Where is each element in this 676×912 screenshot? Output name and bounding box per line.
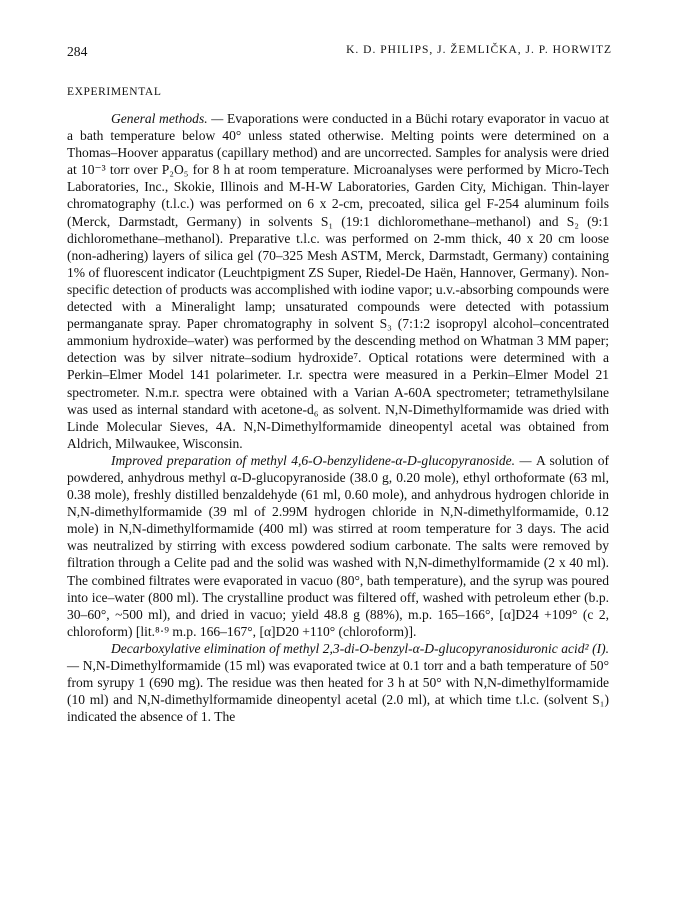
paragraph-text: N,N-Dimethylformamide (15 ml) was evaporated twice at 0.1 torr and a bath temperature of 50° from syrupy 1 (690 mg). The residue was then heated for 3 h at 50° with N,N-dimethylformamide (10 ml) and N,N-dimethylformamide dineopentyl acetal (2.0 ml), at which time t.l.c. (solvent S₁) indicated the absence of 1. The bbox=[67, 658, 609, 725]
paragraph-heading: General methods. — bbox=[111, 111, 227, 126]
paragraph-text: Evaporations were conducted in a Büchi rotary evaporator in vacuo at a bath temperature below 40° unless stated otherwise. Melting points were determined on a Thomas–Hoover apparatus (capillary method) and are uncorrected. Samples for analysis were dried at 10⁻³ torr over P₂O₅ for 8 h at room temperature. Microanalyses were performed by Micro-Tech Laboratories, Inc., Skokie, Illinois and M-H-W Laboratories, Garden City, Michigan. Thin-layer chromatography (t.l.c.) was performed on 6 x 2-cm, precoated, silica gel F-254 aluminum foils (Merck, Darmstadt, Germany) in solvents S₁ (19:1 dichloromethane–methanol) and S₂ (9:1 dichloromethane–methanol). Preparative t.l.c. was performed on 2-mm thick, 40 x 20 cm loose (non-adhering) layers of silica gel (70–325 Mesh ASTM, Merck, Darmstadt, Germany) containing 1% of fluorescent indicator (Leuchtpigment ZS Super, Riedel-De Haën, Hannover, Germany). Non-specific detection of products was accomplished with iodine vapor; u.v.-absorbing compounds were detected with a Mineralight lamp; unsaturated compounds were detected with potassium permanganate spray. Paper chromatography in solvent S₃ (7:1:2 isopropyl alcohol–concentrated ammonium hydroxide–water) was performed by the descending method on Whatman 3 MM paper; detection was by silver nitrate–sodium hydroxide⁷. Optical rotations were determined with a Perkin–Elmer Model 141 polarimeter. I.r. spectra were measured in a Perkin–Elmer Model 21 spectrometer. N.m.r. spectra were obtained with a Varian A-60A spectrometer; tetramethylsilane was used as internal standard with acetone-d₆ as solvent. N,N-Dimethylformamide was dried with Linde Molecular Sieves, 4A. N,N-Dimethylformamide dineopentyl acetal was obtained from Aldrich, Milwaukee, Wisconsin. bbox=[67, 111, 610, 451]
paragraph-text: A solution of powdered, anhydrous methyl α-D-glucopyranoside (38.0 g, 0.20 mole), ethyl orthoformate (63 ml, 0.38 mole), freshly distilled benzaldehyde (61 ml, 0.60 mole), and anhydrous hydrogen chloride in N,N-dimethylformamide (39 ml of 2.99M hydrogen chloride in N,N-dimethylformamide, 0.12 mole) in N,N-dimethylformamide (400 ml) was stirred at room temperature for 3 days. The acid was neutralized by stirring with excess powdered sodium carbonate. The salts were removed by filtration through a Celite pad and the solid was washed with N,N-dimethylformamide (2 x 40 ml). The combined filtrates were evaporated in vacuo (80°, bath temperature), and the syrup was poured into ice–water (800 ml). The crystalline product was filtered off, washed with petroleum ether (b.p. 30–60°, ~500 ml), and dried in vacuo; yield 48.8 g (88%), m.p. 165–166°, [α]D24 +109° (c 2, chloroform) [lit.⁸·⁹ m.p. 166–167°, [α]D20 +110° (chloroform)]. bbox=[67, 452, 609, 639]
page-number: 284 bbox=[67, 44, 88, 59]
running-header bbox=[67, 44, 612, 62]
paragraph-heading: Decarboxylative elimination of methyl 2,3-di-O-benzyl-α-D-glucopyranosiduronic acid² (I). — bbox=[67, 640, 609, 673]
paragraph-improved-preparation bbox=[67, 452, 609, 640]
paragraph-general-methods bbox=[67, 110, 609, 452]
paragraph-decarboxylative-elimination bbox=[67, 640, 609, 725]
running-head-authors: K. D. PHILIPS, J. ŽEMLIČKA, J. P. HORWITZ bbox=[346, 44, 612, 56]
body-text bbox=[67, 110, 609, 725]
section-title: EXPERIMENTAL bbox=[67, 86, 162, 98]
paragraph-heading: Improved preparation of methyl 4,6-O-benzylidene-α-D-glucopyranoside. — bbox=[111, 452, 537, 468]
